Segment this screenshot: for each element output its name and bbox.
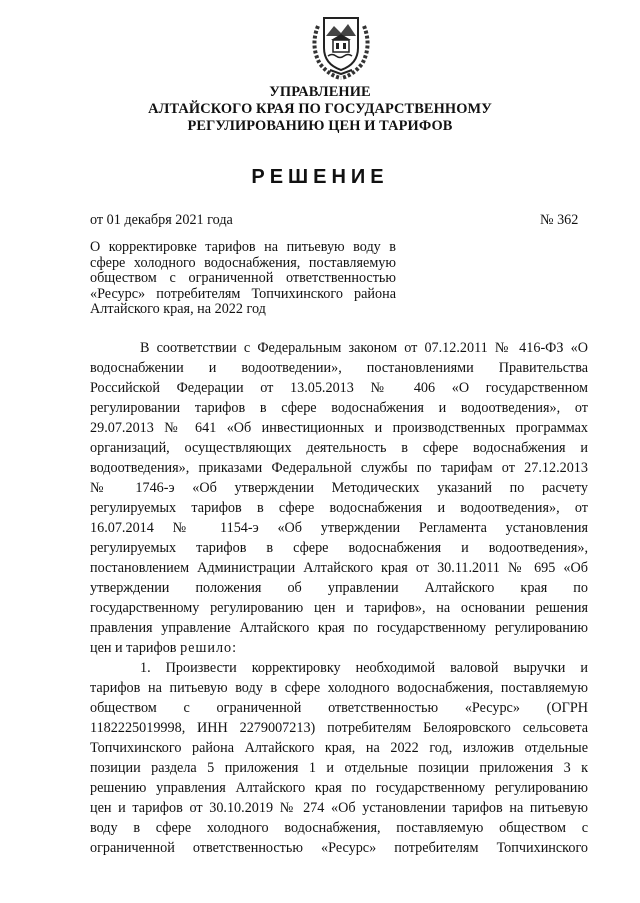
- resolved-word: решило:: [180, 640, 238, 656]
- body-line: регулировании тарифов в сфере водоснабжения и водоотведения», от: [90, 400, 588, 416]
- body-line: водоотведения», приказами Федеральной службы по тарифам от 27.12.2013: [90, 460, 588, 476]
- agency-name-line-3: РЕГУЛИРОВАНИЮ ЦЕН И ТАРИФОВ: [187, 118, 453, 134]
- body-line: № 1746-э «Об утверждении Методических указаний по расчету: [90, 480, 588, 496]
- body-line: решению управления Алтайского края по государственному регулированию: [90, 780, 588, 796]
- body-line: регулируемых тарифов в сфере водоснабжения и водоотведения», от: [90, 500, 588, 516]
- subject-line: Алтайского края, на 2022 год: [90, 301, 266, 317]
- body-line: 1182225019998, ИНН 2279007213) потребителям Белояровского сельсовета: [90, 720, 588, 736]
- subject-line: О корректировке тарифов на питьевую воду в: [90, 239, 396, 255]
- document-body: [90, 338, 588, 858]
- body-line: В соответствии с Федеральным законом от 07.12.2011 № 416-ФЗ «О: [140, 340, 588, 356]
- body-line: постановлением Администрации Алтайского края от 30.11.2011 № 695 «Об: [90, 560, 588, 576]
- body-line: регулируемых тарифов в сфере водоснабжения и водоотведения»,: [90, 540, 588, 556]
- subject-line: обществом с ограниченной ответственностью: [90, 270, 396, 286]
- document-number: № 362: [540, 212, 579, 228]
- body-line: позиции раздела 5 приложения 1 и отдельные позиции приложения 3 к: [90, 760, 588, 776]
- body-line: цен и тарифов от 30.10.2019 № 274 «Об установлении тарифов на питьевую: [90, 800, 588, 816]
- body-line: 29.07.2013 № 641 «Об инвестиционных и производственных программах: [90, 420, 588, 436]
- body-line: Российской Федерации от 13.05.2013 № 406 «О государственном: [90, 380, 588, 396]
- body-line: Топчихинского района Алтайского края, на 2022 год, изложив отдельные: [90, 740, 588, 756]
- subject-line: сфере холодного водоснабжения, поставляемую: [90, 254, 396, 271]
- body-line: организаций, осуществляющих деятельность в сфере водоснабжения и: [90, 440, 588, 456]
- body-line: 16.07.2014 № 1154-э «Об утверждении Регламента установления: [90, 520, 588, 536]
- body-line-resolved: [90, 638, 588, 658]
- body-line: водоснабжении и водоотведении», постановлениями Правительства: [90, 360, 588, 376]
- agency-name-line-1: УПРАВЛЕНИЕ: [269, 84, 371, 100]
- body-line: ограниченной ответственностью «Ресурс» потребителям Топчихинского: [90, 840, 588, 856]
- body-line: 1. Произвести корректировку необходимой валовой выручки и: [140, 660, 588, 676]
- coat-of-arms-icon: [306, 6, 376, 80]
- body-line: тарифов на питьевую воду в сфере холодного водоснабжения, поставляемую: [90, 680, 588, 696]
- agency-name-line-2: АЛТАЙСКОГО КРАЯ ПО ГОСУДАРСТВЕННОМУ: [148, 101, 492, 117]
- body-line: обществом с ограниченной ответственностью «Ресурс» (ОГРН: [90, 700, 588, 716]
- document-subject: [90, 240, 396, 318]
- subject-line: «Ресурс» потребителям Топчихинского района: [90, 285, 396, 302]
- document-date: от 01 декабря 2021 года: [90, 212, 233, 228]
- document-type-title: РЕШЕНИЕ: [251, 166, 389, 188]
- body-line: воду в сфере холодного водоснабжения, поставляемую обществом с: [90, 820, 588, 836]
- body-line-text: цен и тарифов: [90, 640, 177, 656]
- body-line: правления управление Алтайского края по государственному регулированию: [90, 620, 588, 636]
- body-line: государственному регулированию цен и тарифов», на основании решения: [90, 600, 588, 616]
- body-line: утверждении положения об управлении Алтайского края по: [90, 580, 588, 596]
